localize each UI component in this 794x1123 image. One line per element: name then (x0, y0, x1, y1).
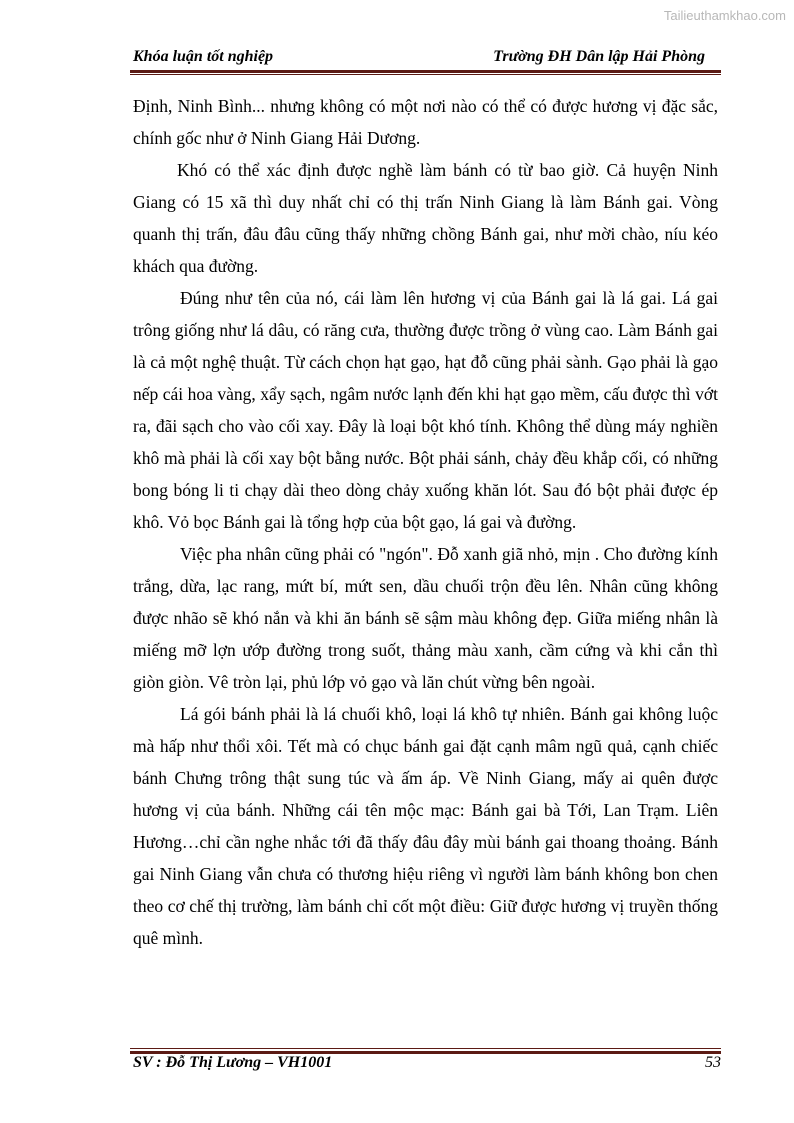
header-thesis-label: Khóa luận tốt nghiệp (133, 48, 274, 65)
page-footer (133, 1054, 721, 1078)
footer-divider-thin (130, 1048, 721, 1049)
footer-student-name: SV : Đỗ Thị Lương – VH1001 (133, 1054, 333, 1071)
watermark: Tailieuthamkhao.com (663, 8, 786, 23)
paragraph-1: Định, Ninh Bình... nhưng không có một nơi nào có thể có được hương vị đặc sắc, chính gốc như ở Ninh Giang Hải Dương. (133, 96, 718, 148)
paragraph-2: Khó có thể xác định được nghề làm bánh có từ bao giờ. Cả huyện Ninh Giang có 15 xã thì duy nhất chỉ có thị trấn Ninh Giang là làm Bánh gai. Vòng quanh thị trấn, đâu đâu cũng thấy những chồng Bánh gai, như mời chào, níu kéo khách qua đường. (133, 160, 718, 276)
header-divider-thick (130, 70, 721, 73)
header-divider-thin (130, 74, 721, 75)
paragraph-5: Lá gói bánh phải là lá chuối khô, loại lá khô tự nhiên. Bánh gai không luộc mà hấp như thổi xôi. Tết mà có chục bánh gai đặt cạnh mâm ngũ quả, cạnh chiếc bánh Chưng trông thật sung túc và ấm áp. Về Ninh Giang, mấy ai quên được hương vị của bánh. Những cái tên mộc mạc: Bánh gai bà Tới, Lan Trạm. Liên Hương…chỉ cần nghe nhắc tới đã thấy đâu đây mùi bánh gai thoang thoảng. Bánh gai Ninh Giang vẫn chưa có thương hiệu riêng vì người làm bánh không bon chen theo cơ chế thị trường, làm bánh chỉ cốt một điều: Giữ được hương vị truyền thống quê mình. (133, 704, 718, 948)
paragraph-4: Việc pha nhân cũng phải có "ngón". Đỗ xanh giã nhỏ, mịn . Cho đường kính trắng, dừa, lạc rang, mứt bí, mứt sen, dầu chuối trộn đều lên. Nhân cũng không được nhão sẽ khó nắn và khi ăn bánh sẽ sậm màu không đẹp. Giữa miếng nhân là miếng mỡ lợn ướp đường trong suốt, thảng màu xanh, cầm cứng và khi cắn thì giòn giòn. Vê tròn lại, phủ lớp vỏ gạo và lăn chút vừng bên ngoài. (133, 544, 718, 692)
document-body (133, 90, 718, 954)
page-number: 53 (705, 1054, 721, 1071)
paragraph-3: Đúng như tên của nó, cái làm lên hương vị của Bánh gai là lá gai. Lá gai trông giống như lá dâu, có răng cưa, thường được trồng ở vùng cao. Làm Bánh gai là cả một nghệ thuật. Từ cách chọn hạt gạo, hạt đỗ cũng phải sành. Gạo phải là gạo nếp cái hoa vàng, xẩy sạch, ngâm nước lạnh đến khi hạt gạo mềm, cấu được thì vớt ra, đãi sạch cho vào cối xay. Đây là loại bột khó tính. Không thể dùng máy nghiền khô mà phải là cối xay bột bằng nước. Bột phải sánh, chảy đều khắp cối, có những bong bóng li ti chạy dài theo dòng chảy xuống khăn lót. Sau đó bột phải được ép khô. Vỏ bọc Bánh gai là tổng hợp của bột gạo, lá gai và đường. (133, 288, 718, 532)
header-university-label: Trường ĐH Dân lập Hải Phòng (493, 48, 705, 65)
page-header (133, 48, 705, 72)
